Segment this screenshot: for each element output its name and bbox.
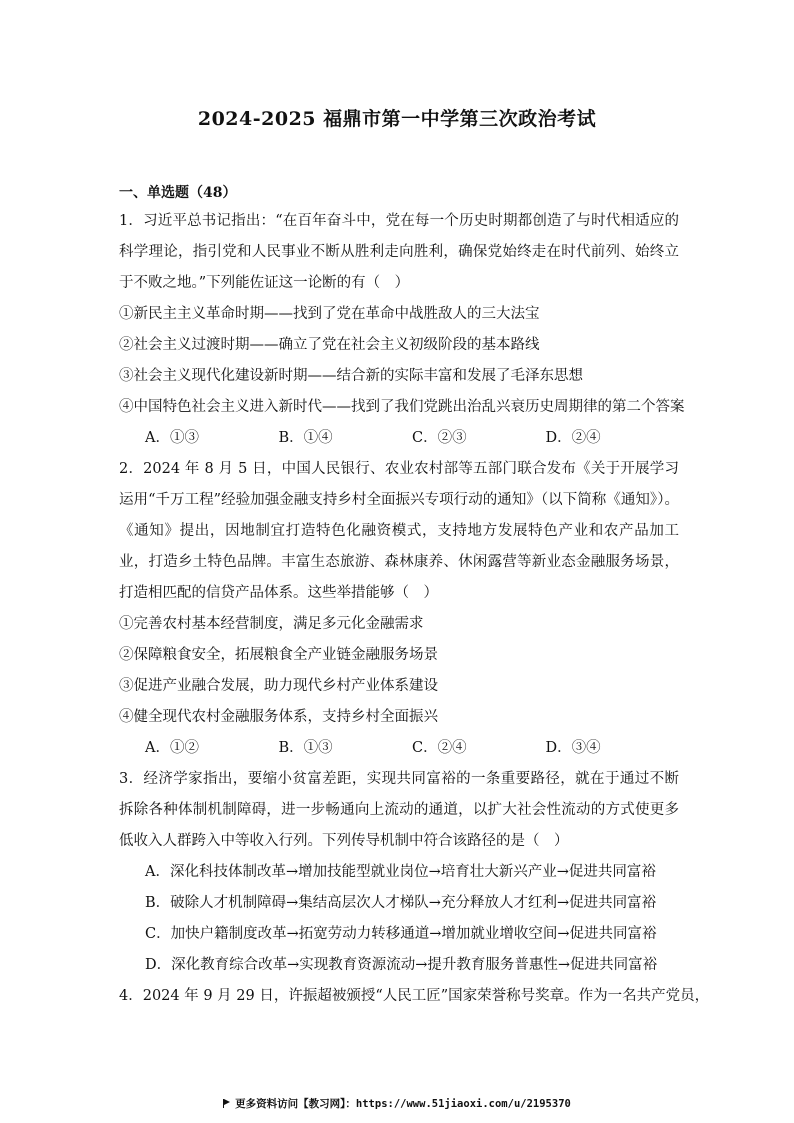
- section-heading: 一、单选题（48）: [119, 185, 237, 201]
- question-stem: 2．2024 年 8 月 5 日，中国人民银行、农业农村部等五部门联合发布《关于开展学习运用“千万工程”经验加强金融支持乡村全面振兴专项行动的通知》（以下简称《通知》）。《通知》提出，因地制宜打造特色化融资模式，支持地方发展特色产业和农产品加工业，打造乡土特色品牌。丰富生态旅游、森林康养、休闲露营等新业态金融服务场景，打造相匹配的信贷产品体系。这些举措能够（ ）: [119, 461, 679, 601]
- question-stem: 3．经济学家指出，要缩小贫富差距，实现共同富裕的一条重要路径，就在于通过不断拆除各种体制机制障碍，进一步畅通向上流动的通道，以扩大社会性流动的方式使更多低收入人群跨入中等收入行列。下列传导机制中符合该路径的是（ ）: [119, 771, 679, 849]
- option-c: C．②③: [412, 430, 467, 446]
- question-1: [119, 206, 685, 454]
- footer-link[interactable]: [0, 1096, 794, 1111]
- footer-text: 更多资料访问【教习网】：https://www.51jiaoxi.com/u/2195370: [235, 1098, 571, 1110]
- option-d: D．③④: [545, 740, 601, 756]
- option-a: A．深化科技体制改革→增加技能型就业岗位→培育壮大新兴产业→促进共同富裕: [145, 864, 656, 880]
- question-statement: ①新民主主义革命时期——找到了党在革命中战胜敌人的三大法宝: [119, 306, 540, 322]
- option-b: B．①③: [278, 740, 333, 756]
- option-c: C．②④: [412, 740, 467, 756]
- answer-options: [119, 733, 679, 764]
- question-stem: 1．习近平总书记指出：“在百年奋斗中，党在每一个历史时期都创造了与时代相适应的科学理论，指引党和人民事业不断从胜利走向胜利，确保党始终走在时代前列、始终立于不败之地。”下列能佐证这一论断的有（ ）: [119, 213, 679, 291]
- question-statement: ③社会主义现代化建设新时期——结合新的实际丰富和发展了毛泽东思想: [119, 368, 583, 384]
- question-list: [119, 206, 710, 1012]
- question-statement: ①完善农村基本经营制度，满足多元化金融需求: [119, 616, 424, 632]
- question-statement: ④健全现代农村金融服务体系，支持乡村全面振兴: [119, 709, 438, 725]
- flag-icon: [223, 1099, 231, 1107]
- question-statement: ②保障粮食安全，拓展粮食全产业链金融服务场景: [119, 647, 438, 663]
- option-d: D．②④: [545, 430, 601, 446]
- question-4: [119, 981, 710, 1012]
- option-a: A．①②: [145, 740, 199, 756]
- question-statement: ②社会主义过渡时期——确立了党在社会主义初级阶段的基本路线: [119, 337, 540, 353]
- option-b: B．①④: [278, 430, 333, 446]
- exam-title: 2024-2025 福鼎市第一中学第三次政治考试: [197, 108, 597, 130]
- option-c: C．加快户籍制度改革→拓宽劳动力转移通道→增加就业增收空间→促进共同富裕: [145, 926, 657, 942]
- option-b: B．破除人才机制障碍→集结高层次人才梯队→充分释放人才红利→促进共同富裕: [145, 895, 657, 911]
- question-statement: ④中国特色社会主义进入新时代——找到了我们党跳出治乱兴衰历史周期律的第二个答案: [119, 399, 685, 415]
- option-d: D．深化教育综合改革→实现教育资源流动→提升教育服务普惠性→促进共同富裕: [145, 957, 658, 973]
- question-2: [119, 454, 679, 764]
- question-statement: ③促进产业融合发展，助力现代乡村产业体系建设: [119, 678, 438, 694]
- question-stem: 4．2024 年 9 月 29 日，许振超被颁授“人民工匠”国家荣誉称号奖章。作为一名共产党员，: [119, 988, 710, 1004]
- option-a: A．①③: [145, 430, 199, 446]
- question-3: [119, 764, 679, 981]
- answer-options: [119, 423, 679, 454]
